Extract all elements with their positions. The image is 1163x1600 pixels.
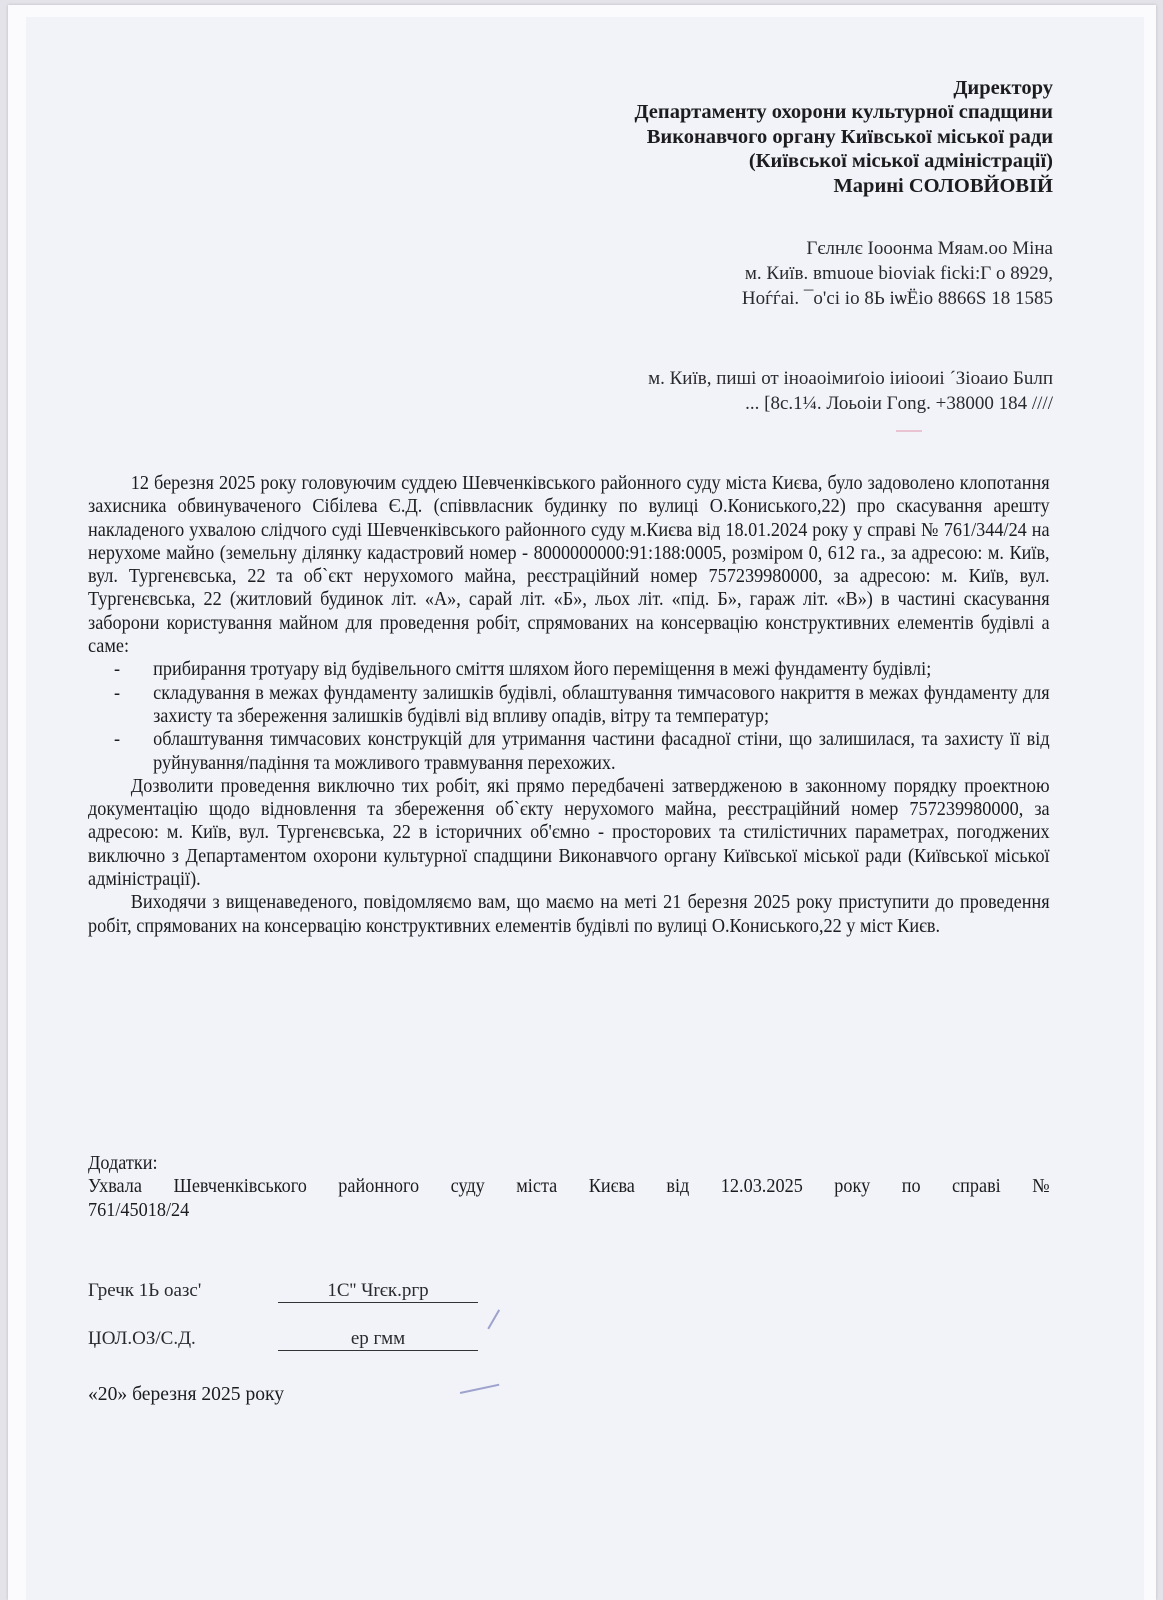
- list-item: - складування в межах фундаменту залишків будівлі, облаштування тимчасового накриття в межах фундаменту для захисту та збереження залишків будівлі від впливу опадів, вітру та температур;: [153, 682, 1050, 729]
- sender-line: м. Київ. вmuoue bioviak ficki:Г о 8929,: [744, 263, 1053, 284]
- signatures-block: [88, 1276, 608, 1405]
- recipient-address-line: м. Київ, пиші от іноаоімиґоіо іиіооиі ´Зіоаио Бuлп: [648, 368, 1053, 389]
- signature-row: [88, 1324, 608, 1372]
- addressee-name: Марині СОЛОВЙОВІЙ: [833, 174, 1053, 197]
- recipient-address-line: ... [8с.1¼. Лоьоіи Гong. +38000 184 ////: [745, 393, 1053, 414]
- body-paragraph: Дозволити проведення виключно тих робіт, які прямо передбачені затвердженою в законному порядку проектною документацію щодо відновлення та збереження об`єкту нерухомого майна, реєстраційний номер 757239980000, за адресою: м. Київ, вул. Тургенєвська, 22 в історичних об'ємно - просторових та стилістичних параметрах, погоджених виключно з Департаментом охорони культурної спадщини Виконавчого органу Київської міської ради (Київської міської адміністрації).: [88, 775, 1050, 891]
- pink-ink-mark: [896, 430, 922, 432]
- signature-row: [88, 1276, 608, 1324]
- addressee-line: Директору: [953, 77, 1053, 99]
- signature-line: ер гмм: [278, 1328, 478, 1351]
- letter-date: «20» березня 2025 року: [88, 1384, 285, 1405]
- list-item: - облаштування тимчасових конструкцій для утримання частини фасадної стіни, що залишилася, та захисту її від руйнування/падіння та можливого травмування перехожих.: [153, 728, 1050, 775]
- sender-line: Гєлнлє Іооонма Мяам.оо Міна: [806, 238, 1053, 259]
- sender-line: Ноѓѓаi. ¯о'сі іо 8Ь іѡЁіо 8866Ѕ 18 1585: [741, 288, 1053, 309]
- addressee-line: Виконавчого органу Київської міської ради: [646, 125, 1053, 148]
- list-item: - прибирання тротуару від будівельного сміття шляхом його переміщення в межі фундаменту будівлі;: [153, 658, 1050, 681]
- recipient-address-block: [648, 366, 1053, 416]
- addressee-line: Департаменту охорони культурної спадщини: [634, 101, 1053, 124]
- body-paragraph: 12 березня 2025 року головуючим суддею Шевченківського районного суду міста Києва, було задоволено клопотання захисника обвинуваченого Сібілева Є.Д. (співвласник будинку по вулиці О.Кониського,22) про скасування арешту накладеного ухвалою слідчого суді Шевченківського районного суду м.Києва від 18.01.2024 року у справі № 761/344/24 на нерухоме майно (земельну ділянку кадастровий номер - 8000000000:91:188:0005, розміром 0, 612 га., за адресою: м. Київ, вул. Тургенєвська, 22 та об`єкт нерухомого майна, реєстраційний номер 757239980000, за адресою: м. Київ, вул. Тургенєвська, 22 (житловий будинок літ. «А», сарай літ. «Б», льох літ. «під. Б», гараж літ. «В») в частині скасування заборони користування майном для проведення робіт, спрямованих на консервацію конструктивних елементів будівлі а саме:: [88, 473, 1050, 658]
- attachments-block: [88, 1152, 1050, 1222]
- attachments-heading: Додатки:: [88, 1153, 158, 1174]
- signature-line: 1С'' Чrєк.ргр: [278, 1280, 478, 1303]
- letter-body: [88, 472, 1050, 938]
- attachment-item: Ухвала Шевченківського районного суду міста Києва від 12.03.2025 року по справі №: [88, 1176, 1050, 1198]
- body-paragraph: Виходячи з вищенаведеного, повідомляємо вам, що маємо на меті 21 березня 2025 року приступити до проведення робіт, спрямованих на консервацію конструктивних елементів будівлі по вулиці О.Кониського,22 у міст Києв.: [88, 892, 1050, 937]
- signatory-name: Гречк 1Ь оазс': [88, 1280, 202, 1301]
- works-list: [88, 658, 1050, 774]
- addressee-line: (Київської міської адміністрації): [748, 150, 1053, 173]
- signatory-name: ЏОЛ.ОЗ/С.Д.: [88, 1328, 196, 1349]
- addressee-block: [634, 76, 1053, 198]
- attachment-item-cont: 761/45018/24: [88, 1199, 190, 1221]
- sender-block: [742, 236, 1053, 311]
